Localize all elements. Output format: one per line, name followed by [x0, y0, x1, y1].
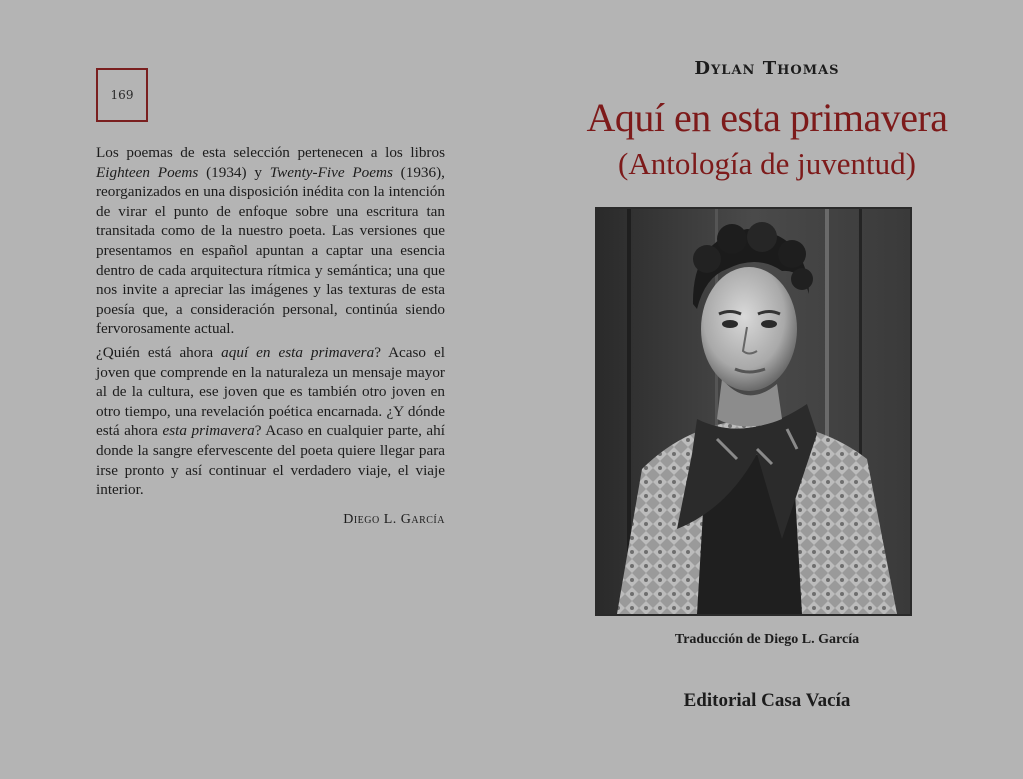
- back-cover: [0, 0, 511, 779]
- book-title-main: Aquí en esta primavera: [586, 95, 948, 140]
- series-number-box: [96, 68, 148, 122]
- blurb-paragraph-2: [96, 343, 445, 500]
- author-portrait-photo: [595, 207, 912, 616]
- blurb-text: Los poemas de esta selección pertenecen a los libros: [96, 144, 445, 161]
- book-title: Twenty-Five Poems: [269, 163, 393, 181]
- blurb-text: (1934) y: [198, 163, 270, 181]
- book-subtitle: (Antología de juventud): [618, 146, 916, 181]
- series-number: 169: [110, 88, 134, 102]
- blurb-paragraph-1: [96, 143, 445, 339]
- blurb-text: ? Acaso en cualquier parte, ahí donde la sangre efervescente del poeta quiere llegar para irse pronto y así continuar el verdadero viaje, el viaje interior.: [96, 422, 445, 499]
- author-name: Dylan Thomas: [694, 58, 840, 79]
- book-title: Eighteen Poems: [96, 163, 199, 181]
- front-cover: [511, 0, 1023, 779]
- blurb-text: (1936), reorganizados en una disposición inédita con la intención de virar el punto de enfoque sobre una escritura tan transitada como de la nuestro poeta. Las versiones que presentamos en español apuntan a captar una esencia dentro de cada arquitectura rítmica y semántica; una que nos invite a apreciar las imágenes y las texturas de esta poesía que, a consideración personal, continúa siendo fervorosamente actual.: [96, 163, 445, 338]
- blurb-text: ? Acaso el joven que comprende en la naturaleza un mensaje mayor al de la cultura, ese joven que es también otro joven en otro tiempo, una revelación poética encarnada. ¿Y dónde está ahora: [96, 343, 445, 440]
- back-cover-blurb: [96, 143, 445, 504]
- blurb-signature: Diego L. García: [343, 512, 445, 527]
- blurb-text: ¿Quién está ahora: [96, 343, 222, 361]
- publisher-name: Editorial Casa Vacía: [683, 690, 851, 711]
- emphasis-text: esta primavera: [162, 422, 255, 440]
- translator-credit: Traducción de Diego L. García: [674, 632, 860, 647]
- emphasis-text: aquí en esta primavera: [221, 343, 375, 361]
